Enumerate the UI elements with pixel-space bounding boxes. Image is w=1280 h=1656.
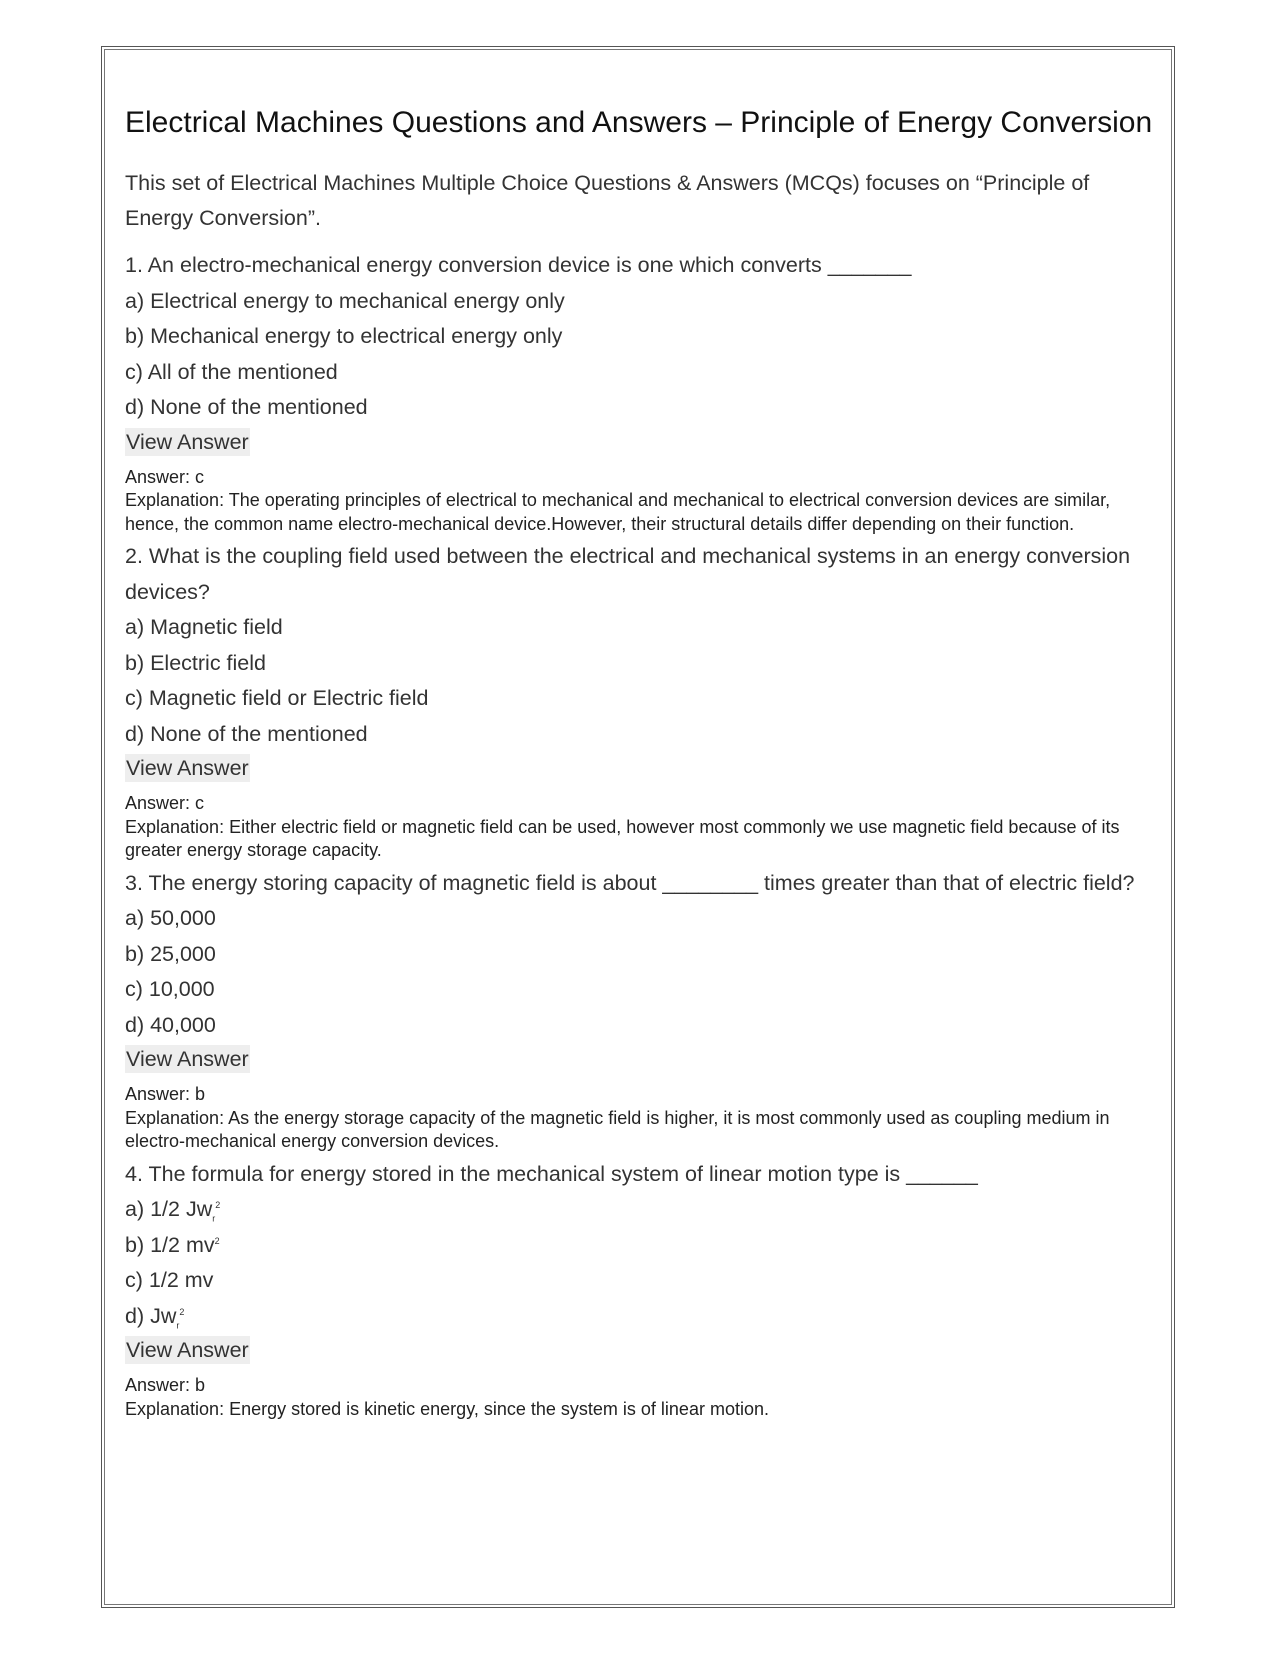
explanation-text: Explanation: As the energy storage capacity of the magnetic field is higher, it is most commonly used as coupling medium in electro-mechanical energy conversion devices. — [125, 1107, 1110, 1151]
view-answer-button[interactable]: View Answer — [126, 1338, 249, 1362]
superscript: 2 — [215, 1199, 221, 1210]
question-2 — [125, 539, 1155, 863]
option-b: b) Mechanical energy to electrical energy only — [125, 324, 563, 348]
article — [125, 104, 1155, 1424]
option-d: d) None of the mentioned — [125, 395, 368, 419]
intro-text: This set of Electrical Machines Multiple Choice Questions & Answers (MCQs) focuses on “Principle of Energy Conversion”. — [125, 171, 1090, 230]
option-c — [125, 1263, 1155, 1299]
question-4 — [125, 1157, 1155, 1422]
option-a: a) Magnetic field — [125, 615, 283, 639]
question-text: 1. An electro-mechanical energy conversion device is one which converts _______ — [125, 253, 912, 277]
option-formula: c) 1/2 mv — [125, 1268, 214, 1292]
option-c: c) Magnetic field or Electric field — [125, 686, 429, 710]
option-d: d) None of the mentioned — [125, 721, 368, 746]
page-title: Electrical Machines Questions and Answers – Principle of Energy Conversion — [125, 106, 1153, 139]
option-formula: b) 1/2 mv — [125, 1232, 215, 1257]
question-text: 3. The energy storing capacity of magnetic field is about ________ times greater than that of electric field? — [125, 870, 1135, 895]
answer-block — [125, 1374, 1155, 1421]
option-a — [125, 1192, 1155, 1228]
superscript: 2 — [179, 1306, 185, 1317]
view-answer-button[interactable]: View Answer — [126, 756, 249, 780]
option-formula: d) Jw — [125, 1303, 177, 1328]
question-text: 2. What is the coupling field used between the electrical and mechanical systems in an energy conversion devices? — [125, 544, 1131, 604]
question-text: 4. The formula for energy stored in the mechanical system of linear motion type is ______ — [125, 1161, 978, 1186]
answer-text: Answer: b — [125, 1375, 206, 1395]
explanation-text: Explanation: The operating principles of electrical to mechanical and mechanical to electrical conversion devices are similar, hence, the common name electro-mechanical device.However, their structural details differ depending on their function. — [125, 490, 1111, 534]
answer-block — [125, 792, 1155, 863]
explanation-text: Explanation: Energy stored is kinetic energy, since the system is of linear motion. — [125, 1398, 769, 1419]
view-answer-button[interactable]: View Answer — [126, 429, 249, 454]
answer-text: Answer: c — [125, 793, 205, 813]
option-a: a) Electrical energy to mechanical energy only — [125, 288, 565, 313]
option-d: d) 40,000 — [125, 1012, 216, 1037]
option-b: b) 25,000 — [125, 941, 216, 966]
option-b — [125, 1228, 1155, 1264]
subscript: r — [176, 1319, 180, 1330]
answer-block — [125, 466, 1155, 537]
question-3 — [125, 866, 1155, 1154]
view-answer-button[interactable]: View Answer — [126, 1047, 249, 1071]
subscript: r — [212, 1213, 216, 1224]
question-1 — [125, 248, 1155, 536]
option-b: b) Electric field — [125, 650, 266, 675]
answer-text: Answer: b — [125, 1084, 206, 1104]
option-c: c) All of the mentioned — [125, 359, 338, 384]
answer-block — [125, 1083, 1155, 1154]
option-a: a) 50,000 — [125, 906, 216, 930]
superscript: 2 — [214, 1235, 220, 1246]
option-d — [125, 1299, 1155, 1335]
explanation-text: Explanation: Either electric field or magnetic field can be used, however most commonly we use magnetic field because of its greater energy storage capacity. — [125, 816, 1120, 860]
option-formula: a) 1/2 Jw — [125, 1197, 213, 1221]
option-c: c) 10,000 — [125, 977, 215, 1001]
answer-text: Answer: c — [125, 466, 205, 487]
